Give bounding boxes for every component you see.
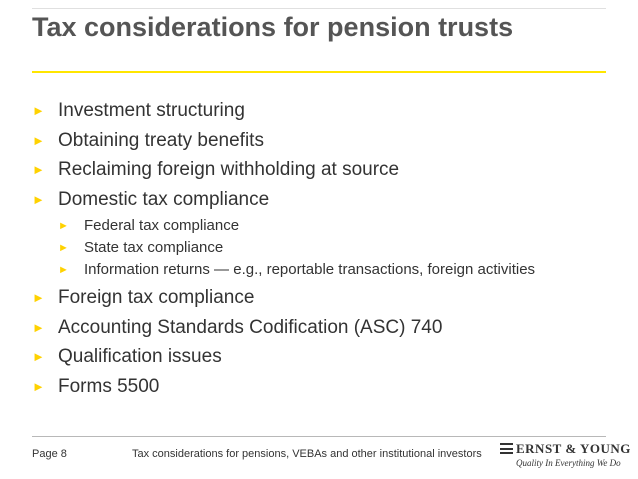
- bullet-list: [32, 96, 592, 401]
- arrow-bullet-icon: ►: [32, 103, 45, 118]
- arrow-bullet-icon: ►: [32, 378, 45, 394]
- bullet-forms-5500: [32, 372, 592, 402]
- bullet-treaty-benefits: [32, 126, 592, 156]
- footer-rule: [32, 436, 606, 437]
- arrow-bullet-icon: ►: [32, 319, 45, 335]
- sub-bullet-state: [32, 237, 592, 259]
- company-logo: [500, 441, 631, 475]
- sub-bullet-information-returns: [32, 259, 592, 281]
- bullet-foreign-compliance: [32, 283, 592, 313]
- bullet-domestic-compliance: [32, 185, 592, 215]
- bullet-text: Qualification issues: [58, 346, 222, 367]
- bullet-text: Foreign tax compliance: [58, 287, 255, 308]
- arrow-bullet-icon: ►: [32, 290, 45, 305]
- sub-bullet-text: State tax compliance: [84, 239, 224, 256]
- bullet-text: Domestic tax compliance: [58, 188, 270, 210]
- top-rule: [32, 8, 606, 9]
- sub-bullet-federal: [32, 215, 592, 237]
- bullet-investment-structuring: [32, 96, 592, 126]
- sub-bullet-text: Information returns — e.g., reportable transactions, foreign activities: [84, 261, 536, 278]
- bullet-text: Reclaiming foreign withholding at source: [58, 159, 400, 180]
- arrow-bullet-icon: ►: [32, 162, 45, 177]
- bullet-qualification: [32, 342, 592, 372]
- arrow-bullet-icon: ►: [58, 242, 69, 254]
- bullet-text: Investment structuring: [58, 100, 245, 121]
- bullet-asc-740: [32, 313, 592, 343]
- title-underline: [32, 71, 606, 73]
- arrow-bullet-icon: ►: [32, 191, 45, 207]
- bullet-text: Accounting Standards Codification (ASC) 740: [58, 316, 443, 338]
- page-number: Page 8: [32, 448, 67, 460]
- bullet-text: Obtaining treaty benefits: [58, 129, 264, 151]
- logo-mark-icon: [500, 443, 513, 454]
- arrow-bullet-icon: ►: [58, 264, 69, 276]
- arrow-bullet-icon: ►: [32, 132, 45, 148]
- slide-title: Tax considerations for pension trusts: [32, 12, 514, 42]
- footer-text: Tax considerations for pensions, VEBAs and other institutional investors: [132, 448, 482, 460]
- logo-tagline: Quality In Everything We Do: [516, 458, 621, 468]
- sub-bullet-text: Federal tax compliance: [84, 217, 240, 234]
- logo-name: ERNST & YOUNG: [516, 441, 631, 456]
- arrow-bullet-icon: ►: [32, 349, 45, 364]
- bullet-text: Forms 5500: [58, 375, 160, 397]
- arrow-bullet-icon: ►: [58, 220, 69, 232]
- bullet-reclaiming-withholding: [32, 155, 592, 185]
